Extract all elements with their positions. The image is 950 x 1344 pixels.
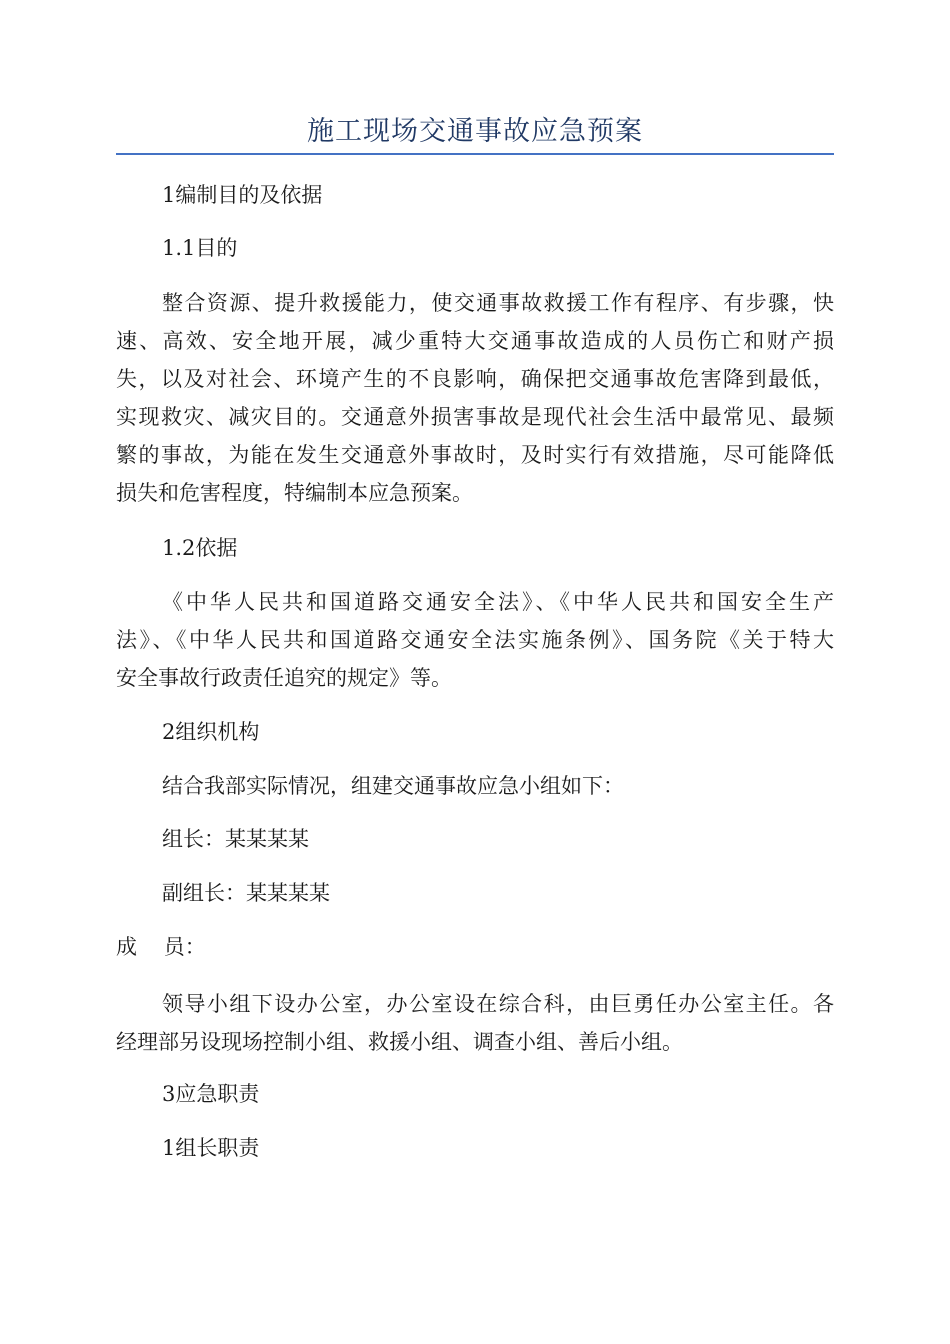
- section-heading-1-1: 1.1目的: [162, 236, 238, 260]
- paragraph-line: 繁的事故，为能在发生交通意外事故时，及时实行有效措施，尽可能降低: [116, 443, 834, 467]
- deputy-leader: 副组长：某某某某: [162, 881, 330, 905]
- title-underline: [116, 153, 834, 155]
- paragraph-line: 《中华人民共和国道路交通安全法》、《中华人民共和国安全生产: [162, 590, 834, 614]
- paragraph-line: 安全事故行政责任追究的规定》等。: [116, 666, 452, 690]
- paragraph-line: 损失和危害程度，特编制本应急预案。: [116, 481, 473, 505]
- paragraph-line: 实现救灾、减灾目的。交通意外损害事故是现代社会生活中最常见、最频: [116, 405, 834, 429]
- group-leader: 组长：某某某某: [162, 827, 309, 851]
- paragraph-line: 整合资源、提升救援能力，使交通事故救援工作有程序、有步骤，快: [162, 291, 834, 315]
- paragraph-line: 领导小组下设办公室，办公室设在综合科，由巨勇任办公室主任。各: [162, 992, 834, 1016]
- paragraph-basis: [116, 583, 834, 697]
- section-heading-1-2: 1.2依据: [162, 536, 238, 560]
- paragraph-line: 失，以及对社会、环境产生的不良影响，确保把交通事故危害降到最低，: [116, 367, 834, 391]
- document-title: 施工现场交通事故应急预案: [307, 116, 643, 147]
- section-heading-1: 1编制目的及依据: [162, 183, 323, 207]
- paragraph-purpose: [116, 284, 834, 512]
- paragraph-line: 速、高效、安全地开展，减少重特大交通事故造成的人员伤亡和财产损: [116, 329, 834, 353]
- section-heading-3: 3应急职责: [162, 1082, 260, 1106]
- paragraph-office: [116, 985, 834, 1061]
- paragraph-line: 法》、《中华人民共和国道路交通安全法实施条例》、国务院《关于特大: [116, 628, 834, 652]
- members-label: 成 员：: [116, 935, 206, 959]
- organization-intro: 结合我部实际情况，组建交通事故应急小组如下：: [162, 774, 624, 798]
- section-heading-2: 2组织机构: [162, 720, 260, 744]
- paragraph-line: 经理部另设现场控制小组、救援小组、调查小组、善后小组。: [116, 1030, 683, 1054]
- section-heading-3-1: 1组长职责: [162, 1136, 260, 1160]
